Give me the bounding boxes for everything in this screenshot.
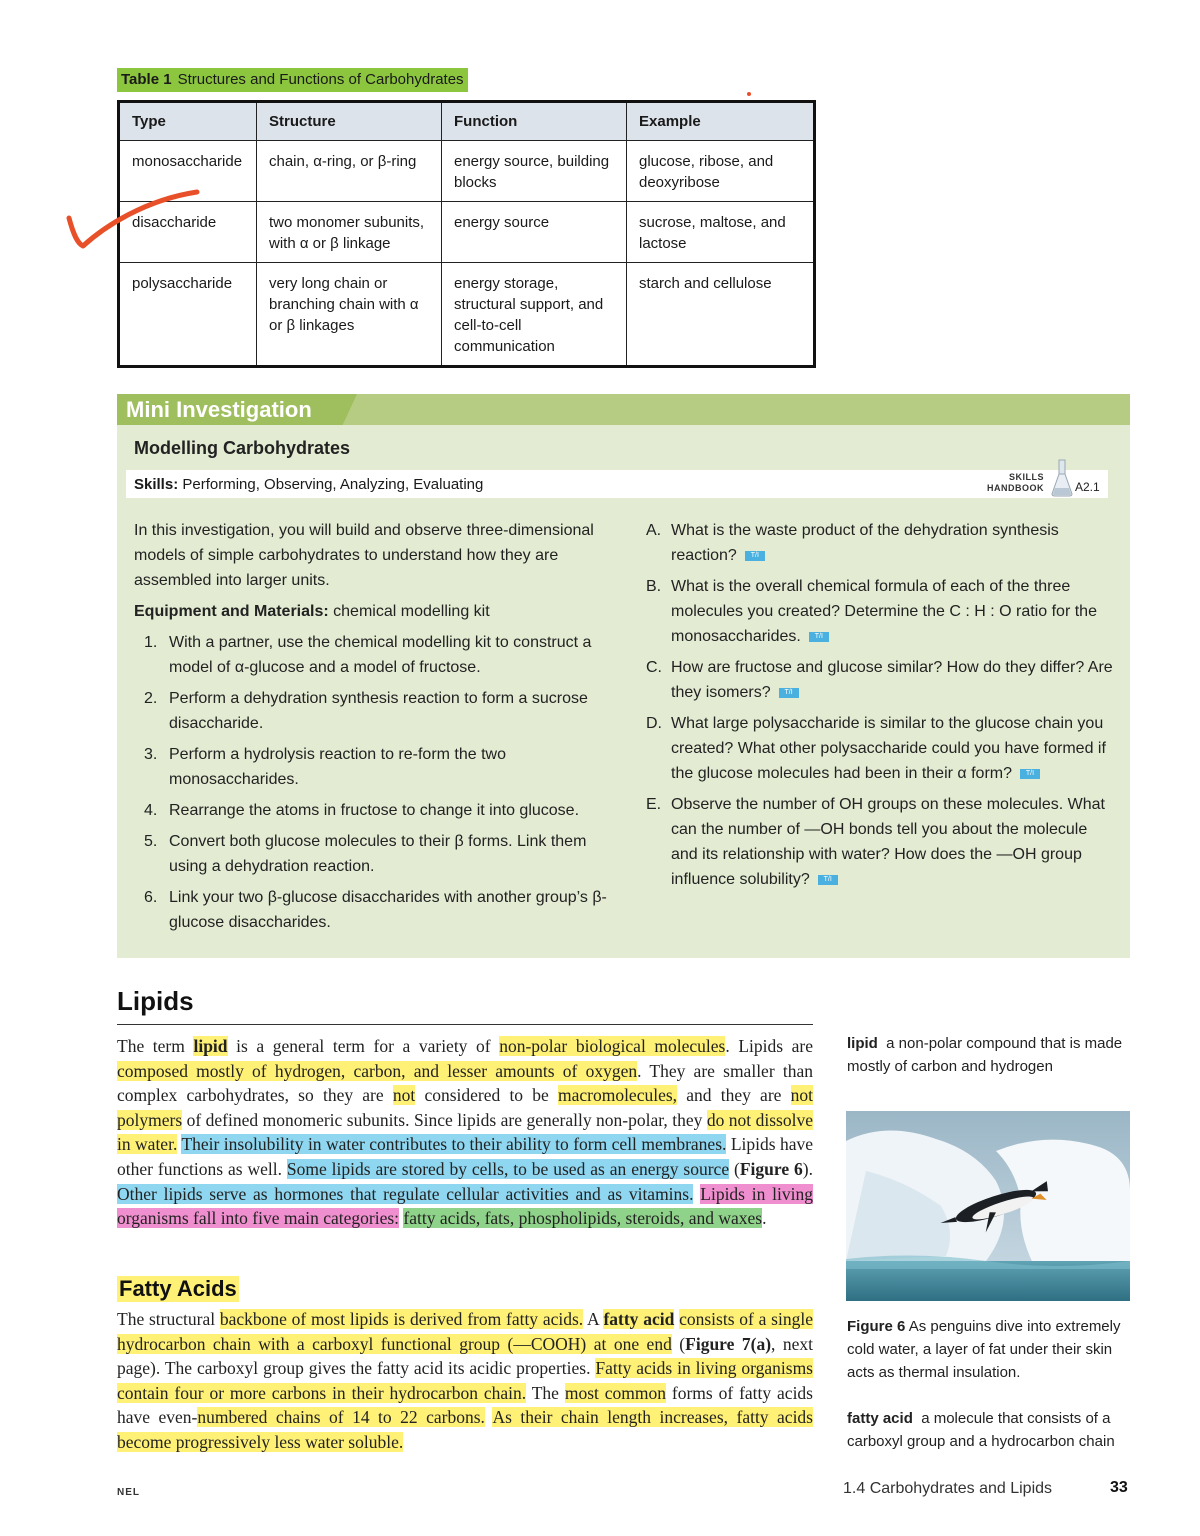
list-item: [646, 711, 1118, 786]
handbook-line-2: HANDBOOK: [987, 483, 1044, 493]
equipment-line: [134, 599, 622, 624]
carbohydrates-table: [117, 100, 816, 368]
glossary-lipid: [847, 1032, 1137, 1078]
table-cell: energy source: [442, 202, 627, 263]
highlighted-text: As their chain length increases, fatty acids become progressively less water soluble.: [117, 1407, 813, 1452]
step-number: 6.: [144, 889, 158, 906]
text-run: . Lipids are: [725, 1036, 814, 1056]
skills-label: Skills:: [134, 476, 179, 493]
table-row: [119, 263, 815, 367]
analysis-questions: [646, 518, 1118, 892]
red-pen-dot: [746, 91, 752, 97]
footer-section-title: 1.4 Carbohydrates and Lipids: [843, 1480, 1053, 1497]
highlighted-text: macromolecules,: [557, 1085, 678, 1106]
text-run: considered to be: [415, 1085, 558, 1106]
handbook-code: A2.1: [1075, 480, 1100, 494]
highlighted-text: do not dissolve in water.: [117, 1109, 813, 1155]
mini-investigation-procedure: [134, 518, 622, 941]
page-number: 33: [1110, 1479, 1128, 1496]
mini-investigation-title: Modelling Carbohydrates: [134, 438, 351, 458]
step-number: 2.: [144, 690, 158, 707]
equipment-label: Equipment and Materials:: [134, 603, 329, 620]
highlighted-text: fatty acid: [603, 1309, 675, 1329]
table-cell: glucose, ribose, and deoxyribose: [627, 141, 815, 202]
table-header-cell: Example: [627, 102, 815, 141]
thinking-badge-icon: T/I: [745, 551, 765, 561]
question-letter: E.: [646, 796, 662, 813]
mini-intro: In this investigation, you will build and observe three-dimensional models of simple carbohydrates to understand how they are assembled into larger units.: [134, 522, 594, 589]
procedure-steps: [134, 630, 622, 935]
highlighted-text: lipid: [193, 1036, 228, 1056]
text-run: The term: [117, 1036, 194, 1056]
table-header-cell: Type: [119, 102, 257, 141]
highlighted-text: Their insolubility in water contributes to their ability to form cell membranes.: [181, 1134, 727, 1155]
table-header-cell: Structure: [257, 102, 442, 141]
highlighted-text: most common: [564, 1382, 666, 1403]
highlighted-text: composed mostly of hydrogen, carbon, and lesser amounts of oxygen: [117, 1060, 638, 1081]
question-letter: B.: [646, 578, 662, 595]
highlighted-text: not: [392, 1085, 416, 1106]
list-item: [134, 798, 622, 823]
table-cell: disaccharide: [119, 202, 257, 263]
mini-investigation-banner: Mini Investigation: [126, 397, 312, 422]
fatty-acids-heading: Fatty Acids: [119, 1276, 237, 1301]
text-run: , next page). The carboxyl group gives the fatty acid its acidic properties.: [117, 1333, 814, 1379]
step-text: Perform a dehydration synthesis reaction to form a sucrose disaccharide.: [169, 690, 588, 732]
highlighted-text: backbone of most lipids is derived from fatty acids.: [219, 1309, 584, 1329]
step-number: 3.: [144, 746, 158, 763]
table-cell: energy source, building blocks: [442, 141, 627, 202]
table-cell: chain, α-ring, or β-ring: [257, 141, 442, 202]
text-run: of defined monomeric subunits. Since lipids are generally non-polar, they: [182, 1109, 707, 1130]
table-caption: [117, 68, 468, 92]
text-run: Figure 7(a): [685, 1333, 772, 1354]
table-header-row: [119, 102, 815, 141]
text-run: is a general term for a variety of: [227, 1036, 500, 1056]
lipids-paragraph: [117, 1034, 813, 1231]
fatty-acids-paragraph: [117, 1307, 813, 1455]
table-cell: energy storage, structural support, and cell-to-cell communication: [442, 263, 627, 367]
thinking-badge-icon: T/I: [818, 875, 838, 885]
text-run: ).: [802, 1158, 813, 1179]
highlighted-text: not polymers: [117, 1085, 813, 1130]
text-run: The: [526, 1382, 565, 1403]
question-letter: C.: [646, 659, 662, 676]
text-run: and they are: [677, 1085, 791, 1106]
glossary-term: fatty acid: [847, 1410, 913, 1427]
text-run: Figure 6: [739, 1158, 803, 1179]
table-cell: sucrose, maltose, and lactose: [627, 202, 815, 263]
question-text: How are fructose and glucose similar? How do they differ? Are they isomers?: [671, 659, 1113, 701]
thinking-badge-icon: T/I: [779, 688, 799, 698]
question-text: What is the overall chemical formula of each of the three molecules you created? Determine the C : H : O ratio for the monosaccharides.: [671, 578, 1097, 645]
table-caption-label: Table 1: [121, 71, 172, 88]
step-text: With a partner, use the chemical modelling kit to construct a model of α-glucose and a model of fructose.: [169, 634, 592, 676]
table-row: [119, 141, 815, 202]
glossary-definition: a non-polar compound that is made mostly of carbon and hydrogen: [847, 1035, 1123, 1075]
handbook-line-1: SKILLS: [1008, 472, 1044, 482]
table-cell: very long chain or branching chain with α or β linkages: [257, 263, 442, 367]
list-item: [646, 655, 1118, 705]
table-cell: starch and cellulose: [627, 263, 815, 367]
text-run: The structural: [117, 1309, 220, 1329]
highlighted-text: Fatty acids in living organisms contain four or more carbons in their hydrocarbon chain.: [117, 1358, 813, 1403]
text-run: .: [762, 1208, 767, 1229]
list-item: [646, 792, 1118, 892]
thinking-badge-icon: T/I: [809, 632, 829, 642]
step-text: Link your two β-glucose disaccharides with another group’s β-glucose disaccharides.: [169, 889, 607, 931]
question-letter: A.: [646, 522, 662, 539]
list-item: [134, 686, 622, 736]
text-run: (: [729, 1158, 740, 1179]
step-text: Perform a hydrolysis reaction to re-form the two monosaccharides.: [169, 746, 507, 788]
question-text: What large polysaccharide is similar to the glucose chain you created? What other polysaccharide could you have formed if the glucose molecules had been in their α form?: [671, 715, 1106, 782]
thinking-badge-icon: T/I: [1020, 769, 1040, 779]
flask-icon: [1050, 458, 1074, 498]
glossary-fatty-acid: [847, 1407, 1137, 1453]
list-item: [134, 742, 622, 792]
step-number: 1.: [144, 634, 158, 651]
penguin-photo: [846, 1111, 1130, 1301]
text-run: forms of fatty acids have even-: [117, 1382, 813, 1428]
footer-publisher: NEL: [117, 1487, 140, 1498]
red-check-mark: [55, 178, 205, 258]
step-number: 4.: [144, 802, 158, 819]
question-text: What is the waste product of the dehydration synthesis reaction?: [671, 522, 1059, 564]
list-item: [134, 630, 622, 680]
table-cell: two monomer subunits, with α or β linkage: [257, 202, 442, 263]
text-run: (: [671, 1333, 686, 1354]
text-run: Lipids have other functions as well.: [117, 1134, 814, 1179]
mini-investigation-questions: [646, 518, 1118, 898]
heading-divider: [117, 1024, 813, 1025]
lipids-heading: Lipids: [117, 986, 194, 1016]
step-text: Convert both glucose molecules to their β forms. Link them using a dehydration reaction.: [169, 833, 587, 875]
list-item: [134, 885, 622, 935]
equipment-value: chemical modelling kit: [333, 603, 490, 620]
question-letter: D.: [646, 715, 662, 732]
list-item: [134, 829, 622, 879]
glossary-term: lipid: [847, 1035, 878, 1052]
figure-caption: [847, 1315, 1137, 1384]
text-run: A: [583, 1309, 604, 1329]
figure-label: Figure 6: [847, 1318, 906, 1335]
figure-caption-text: As penguins dive into extremely cold water, a layer of fat under their skin acts as thermal insulation.: [847, 1318, 1121, 1381]
highlighted-text: Some lipids are stored by cells, to be used as an energy source: [286, 1158, 730, 1179]
step-number: 5.: [144, 833, 158, 850]
highlighted-text: numbered chains of 14 to 22 carbons.: [197, 1407, 485, 1428]
table-caption-title: Structures and Functions of Carbohydrates: [177, 71, 464, 88]
list-item: [646, 574, 1118, 649]
highlighted-text: fatty acids, fats, phospholipids, steroids, and waxes: [403, 1208, 763, 1229]
question-text: Observe the number of OH groups on these molecules. What can the number of —OH bonds tell you about the molecule and its relationship with water? How does the —OH group influence solubility?: [671, 796, 1105, 888]
step-text: Rearrange the atoms in fructose to change it into glucose.: [169, 802, 580, 819]
table-row: [119, 202, 815, 263]
highlighted-text: consists of a single hydrocarbon chain with a carboxyl functional group (—COOH) at one end: [117, 1309, 813, 1354]
skills-line: [134, 476, 483, 493]
table-cell: polysaccharide: [119, 263, 257, 367]
skills-handbook-label: [980, 472, 1044, 494]
highlighted-text: non-polar biological molecules: [499, 1036, 726, 1056]
table-header-cell: Function: [442, 102, 627, 141]
list-item: [646, 518, 1118, 568]
table-cell: monosaccharide: [119, 141, 257, 202]
highlighted-text: Lipids in living organisms fall into five main categories:: [117, 1183, 813, 1229]
skills-value: Performing, Observing, Analyzing, Evaluating: [182, 476, 484, 493]
highlighted-text: Other lipids serve as hormones that regulate cellular activities and as vitamins.: [117, 1183, 694, 1204]
text-run: . They are smaller than complex carbohydrates, so they are: [117, 1060, 813, 1106]
glossary-definition: a molecule that consists of a carboxyl group and a hydrocarbon chain: [847, 1410, 1115, 1450]
